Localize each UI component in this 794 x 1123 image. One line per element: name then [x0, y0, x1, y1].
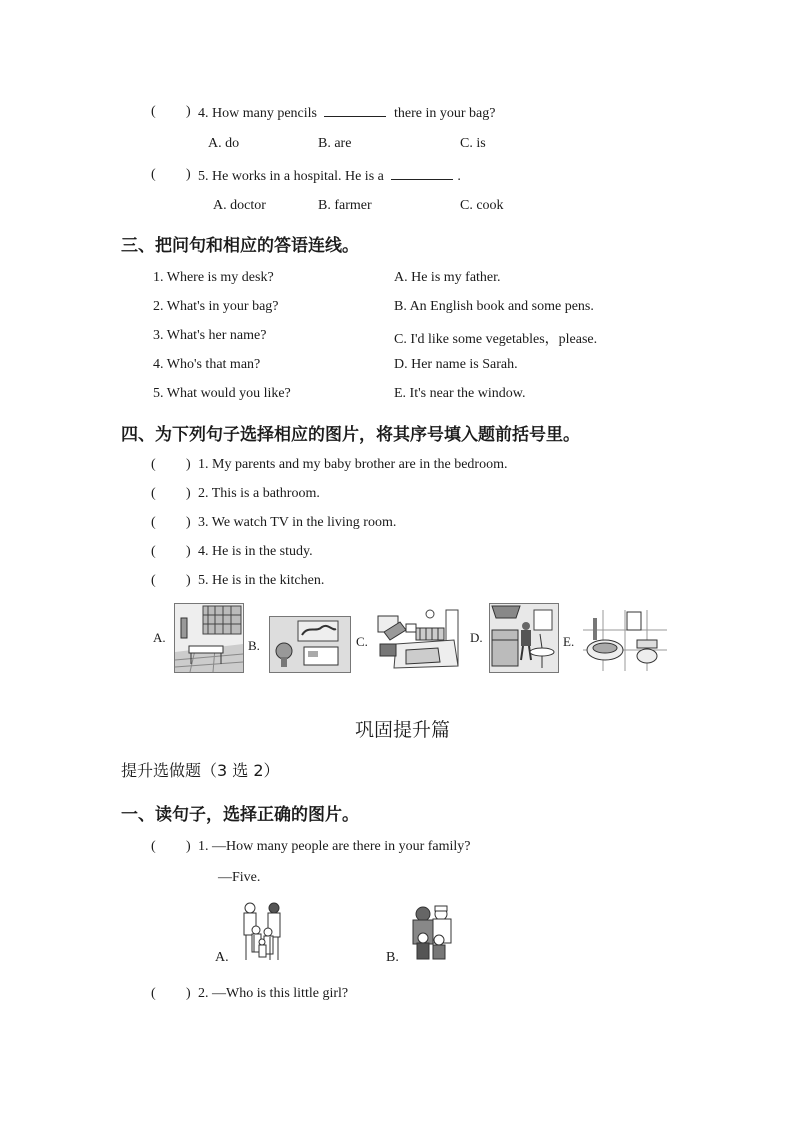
q5-text-pre: He works in a hospital. He is a	[212, 169, 384, 184]
bathroom-picture	[583, 610, 667, 671]
question-4	[198, 104, 495, 122]
paren-close: )	[186, 167, 191, 182]
family-question-1: 1. —How many people are there in your family?	[198, 839, 471, 854]
match-question-2[interactable]: 2. What's in your bag?	[153, 299, 279, 314]
q5-text-post: .	[457, 169, 461, 184]
q5-option-b[interactable]: B. farmer	[318, 198, 372, 213]
paren-open: (	[151, 486, 156, 501]
pic-label-b: B.	[248, 638, 260, 653]
section-5-heading: 一、读句子，选择正确的图片。	[121, 805, 359, 825]
pic-label-a: A.	[153, 630, 166, 645]
q5-number: 5.	[198, 169, 209, 184]
section-4-heading: 四、为下列句子选择相应的图片，将其序号填入题前括号里。	[121, 425, 580, 445]
paren-open: (	[151, 457, 156, 472]
pic-label-e: E.	[563, 634, 575, 649]
paren-close: )	[186, 986, 191, 1001]
pic-label-d: D.	[470, 630, 483, 645]
q4-option-a[interactable]: A. do	[208, 136, 240, 151]
q4-number: 4.	[198, 106, 209, 121]
family-answer-1: —Five.	[218, 870, 261, 885]
q4-text-pre: How many pencils	[212, 106, 317, 121]
family-pic-label-b[interactable]: B.	[386, 950, 399, 965]
family-of-four-picture[interactable]	[407, 904, 457, 962]
match-answer-e[interactable]: E. It's near the window.	[394, 386, 526, 401]
q4-text-post: there in your bag?	[393, 106, 496, 121]
picture-sentence-4: 4. He is in the study.	[198, 544, 313, 559]
study-room-picture	[174, 603, 244, 673]
match-question-5[interactable]: 5. What would you like?	[153, 386, 291, 401]
match-answer-b[interactable]: B. An English book and some pens.	[394, 299, 594, 314]
paren-open: (	[151, 515, 156, 530]
paren-close: )	[186, 104, 191, 119]
q5-option-c[interactable]: C. cook	[460, 198, 504, 213]
q4-option-c[interactable]: C. is	[460, 136, 486, 151]
q4-blank[interactable]	[324, 104, 386, 117]
q5-blank[interactable]	[391, 167, 453, 180]
paren-open: (	[151, 573, 156, 588]
picture-sentence-5: 5. He is in the kitchen.	[198, 573, 325, 588]
paren-open: (	[151, 986, 156, 1001]
paren-open: (	[151, 104, 156, 119]
paren-close: )	[186, 573, 191, 588]
living-room-picture	[376, 608, 462, 671]
paren-close: )	[186, 839, 191, 854]
match-question-1[interactable]: 1. Where is my desk?	[153, 270, 274, 285]
match-answer-d[interactable]: D. Her name is Sarah.	[394, 357, 518, 372]
family-pic-label-a[interactable]: A.	[215, 950, 229, 965]
match-question-4[interactable]: 4. Who's that man?	[153, 357, 261, 372]
paren-close: )	[186, 544, 191, 559]
q4-option-b[interactable]: B. are	[318, 136, 352, 151]
paren-close: )	[186, 486, 191, 501]
family-question-2: 2. —Who is this little girl?	[198, 986, 349, 1001]
family-of-five-picture[interactable]	[236, 900, 288, 962]
match-answer-a[interactable]: A. He is my father.	[394, 270, 501, 285]
kitchen-picture	[489, 603, 559, 673]
paren-close: )	[186, 515, 191, 530]
paren-open: (	[151, 544, 156, 559]
paren-open: (	[151, 167, 156, 182]
part-2-subtitle: 提升选做题（3 选 2）	[121, 761, 280, 780]
picture-sentence-3: 3. We watch TV in the living room.	[198, 515, 397, 530]
picture-sentence-2: 2. This is a bathroom.	[198, 486, 320, 501]
match-answer-c[interactable]: C. I'd like some vegetables，please.	[394, 332, 598, 347]
question-5	[198, 167, 461, 185]
section-3-heading: 三、把问句和相应的答语连线。	[121, 236, 359, 256]
pic-label-c: C.	[356, 634, 368, 649]
picture-sentence-1: 1. My parents and my baby brother are in the bedroom.	[198, 457, 508, 472]
paren-close: )	[186, 457, 191, 472]
part-2-title: 巩固提升篇	[355, 719, 451, 741]
bedroom-picture	[269, 616, 351, 673]
match-question-3[interactable]: 3. What's her name?	[153, 328, 267, 343]
q5-option-a[interactable]: A. doctor	[213, 198, 266, 213]
paren-open: (	[151, 839, 156, 854]
